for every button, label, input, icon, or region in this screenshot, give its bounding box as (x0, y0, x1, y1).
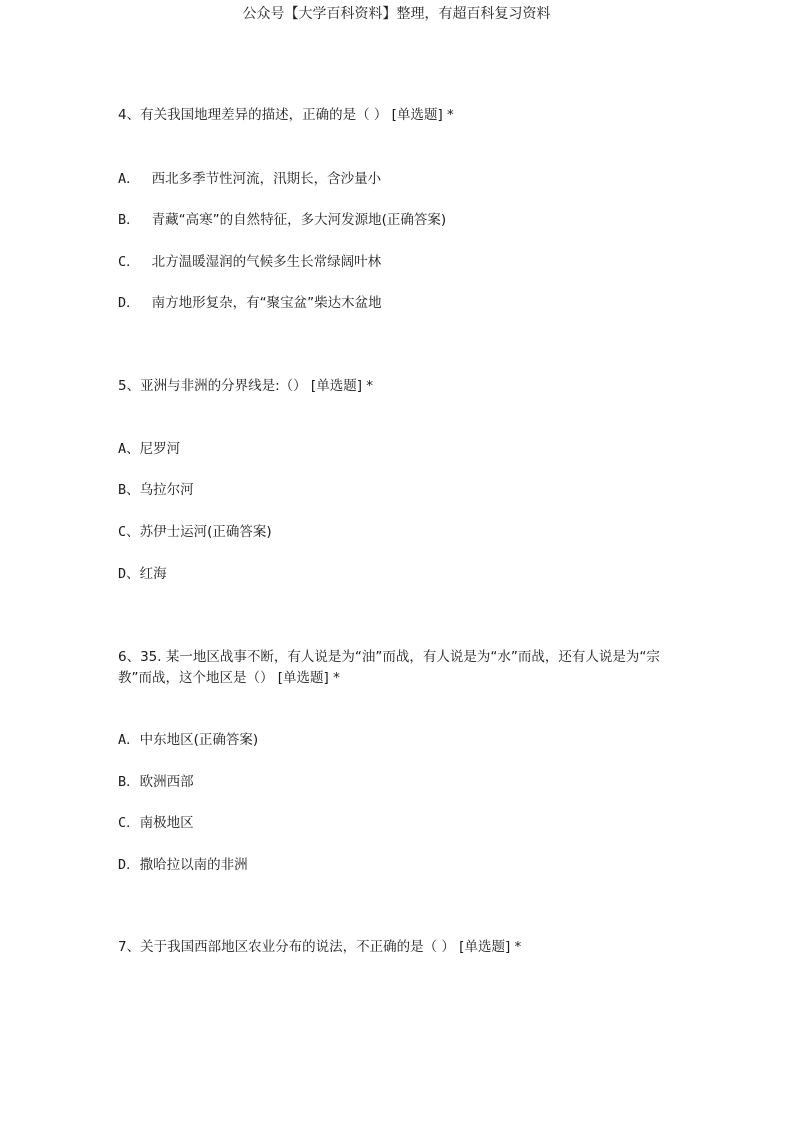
question-4-option-a[interactable] (118, 169, 381, 189)
option-text: 中东地区(正确答案) (139, 732, 259, 748)
option-label: C． (118, 254, 140, 270)
option-text: 南方地形复杂，有“聚宝盆”柴达木盆地 (151, 295, 382, 311)
question-5-option-d[interactable] (118, 564, 167, 584)
option-text: 撒哈拉以南的非洲 (139, 857, 248, 873)
option-text: 苏伊士运河(正确答案) (139, 524, 272, 540)
option-label: B、 (118, 482, 140, 498)
option-text: 南极地区 (139, 815, 194, 831)
option-text: 尼罗河 (139, 441, 181, 457)
question-5-option-c[interactable] (118, 522, 272, 542)
option-label: B． (118, 212, 140, 228)
question-5-text: 5、亚洲与非洲的分界线是:（） [单选题] * (118, 378, 374, 394)
question-6-option-d[interactable] (118, 855, 248, 875)
question-5-option-b[interactable] (118, 480, 194, 500)
page-header: 公众号【大学百科资料】整理，有超百科复习资料 (242, 6, 551, 22)
option-text: 北方温暖湿润的气候多生长常绿阔叶林 (151, 254, 382, 270)
option-label: A、 (118, 441, 140, 457)
option-label: D、 (118, 566, 140, 582)
option-text: 青藏“高寒”的自然特征，多大河发源地(正确答案) (151, 212, 447, 228)
option-text: 红海 (139, 566, 167, 582)
question-4-option-d[interactable] (118, 293, 382, 313)
option-label: A． (118, 732, 140, 748)
option-label: B． (118, 774, 140, 790)
question-6-text: 6、35. 某一地区战事不断，有人说是为“油”而战，有人说是为“水”而战，还有人说是为“宗教”而战，这个地区是（） [单选题] * (118, 649, 660, 686)
option-label: A． (118, 171, 140, 187)
question-4-option-b[interactable] (118, 210, 446, 230)
question-7-text: 7、关于我国西部地区农业分布的说法，不正确的是（ ） [单选题] * (118, 939, 522, 955)
option-label: D． (118, 295, 140, 311)
option-text: 西北多季节性河流，汛期长，含沙量小 (151, 171, 382, 187)
question-6-option-a[interactable] (118, 730, 258, 750)
option-label: C、 (118, 524, 140, 540)
question-4-text: 4、有关我国地理差异的描述，正确的是（ ） [单选题] * (118, 107, 454, 123)
option-label: D． (118, 857, 140, 873)
question-5-option-a[interactable] (118, 439, 180, 459)
question-6-option-c[interactable] (118, 813, 194, 833)
question-4-option-c[interactable] (118, 252, 381, 272)
option-text: 欧洲西部 (139, 774, 194, 790)
question-6-option-b[interactable] (118, 772, 194, 792)
option-text: 乌拉尔河 (139, 482, 194, 498)
option-label: C． (118, 815, 140, 831)
